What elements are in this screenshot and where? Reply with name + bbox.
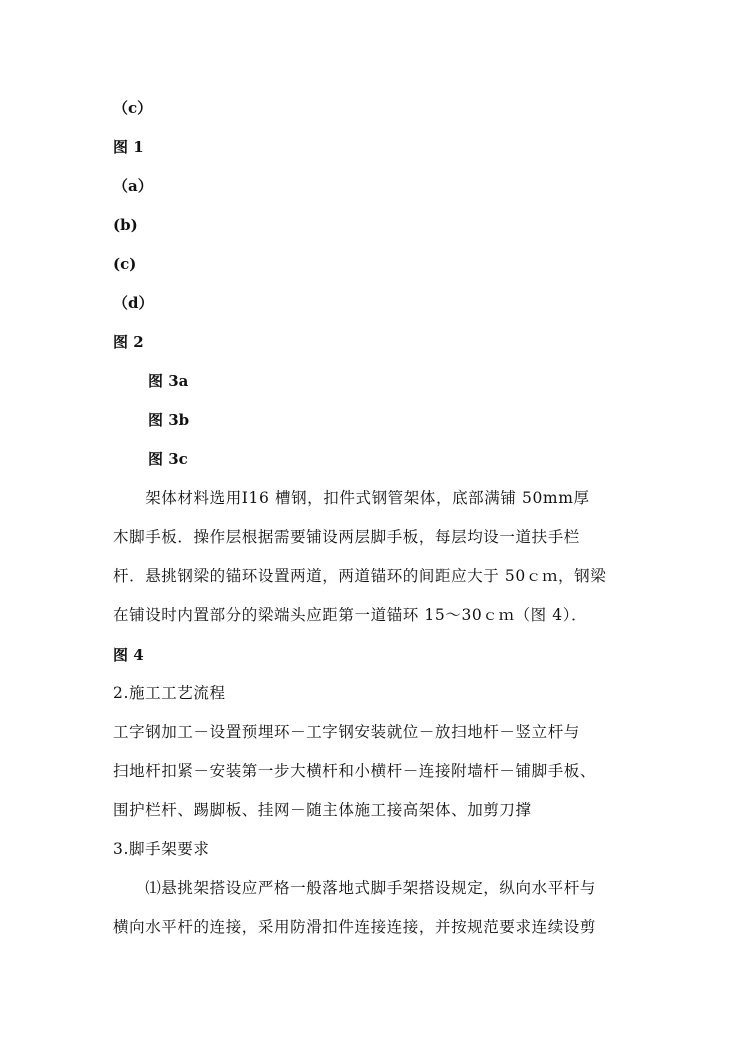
figure-caption-4: 图 4 (113, 646, 144, 664)
figure-sublabel-c: （c） (113, 99, 153, 117)
paragraph-line: ⑴悬挑架搭设应严格一般落地式脚手架搭设规定，纵向水平杆与 (113, 879, 597, 897)
paragraph-line: 木脚手板．操作层根据需要铺设两层脚手板，每层均设一道扶手栏 (113, 528, 580, 546)
figure-caption-3b: 图 3b (148, 411, 190, 429)
paragraph-line: 在铺设时内置部分的梁端头应距第一道锚环 15～30ｃｍ（图 4）． (113, 606, 588, 624)
paragraph-line: 架体材料选用Ⅰ16 槽钢，扣件式钢管架体，底部满铺 50mm厚 (113, 489, 590, 507)
paragraph-line: 扫地杆扣紧－安装第一步大横杆和小横杆－连接附墙杆－铺脚手板、 (113, 762, 597, 780)
section-heading-2: 2.施工工艺流程 (113, 684, 226, 702)
figure-sublabel-a: （a） (113, 177, 153, 195)
paragraph-line: 横向水平杆的连接，采用防滑扣件连接连接，并按规范要求连续设剪 (113, 918, 597, 936)
figure-sublabel-c2: (c) (113, 255, 137, 273)
paragraph-line: 围护栏杆、踢脚板、挂网－随主体施工接高架体、加剪刀撑 (113, 801, 532, 819)
figure-caption-1: 图 1 (113, 138, 144, 156)
figure-sublabel-b: (b) (113, 216, 138, 234)
figure-caption-3c: 图 3c (148, 450, 188, 468)
paragraph-line: 杆．悬挑钢梁的锚环设置两道，两道锚环的间距应大于 50ｃｍ，钢梁 (113, 567, 607, 585)
figure-sublabel-d: （d） (113, 294, 154, 312)
figure-caption-3a: 图 3a (148, 372, 189, 390)
figure-caption-2: 图 2 (113, 333, 144, 351)
paragraph-line: 工字钢加工－设置预埋环－工字钢安装就位－放扫地杆－竖立杆与 (113, 723, 580, 741)
section-heading-3: 3.脚手架要求 (113, 840, 210, 858)
